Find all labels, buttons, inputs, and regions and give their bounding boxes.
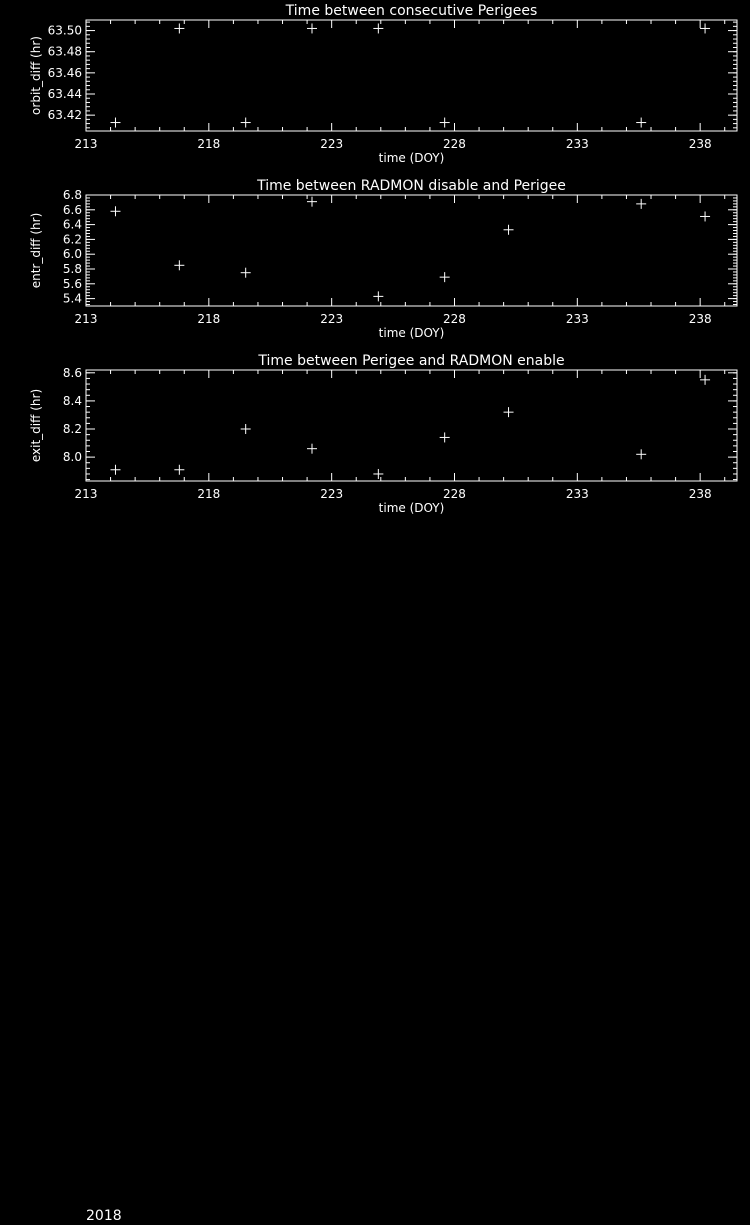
plot-frame [86,370,737,481]
data-point [373,469,383,479]
data-point [110,206,120,216]
y-axis-label: exit_diff (hr) [29,388,43,463]
chart-title: Time between consecutive Perigees [285,3,538,19]
x-tick-label: 233 [565,487,589,501]
data-point [636,449,646,459]
data-point [307,444,317,454]
y-tick-label: 63.46 [47,65,82,80]
data-point [174,260,184,270]
data-point [373,23,383,33]
x-tick-label: 228 [443,312,466,326]
x-tick-label: 213 [74,137,98,151]
x-tick-label: 238 [688,487,712,501]
plot-frame [86,195,737,306]
data-point [700,211,710,221]
x-tick-label: 218 [197,137,221,151]
year-label: 2018 [86,1208,122,1224]
y-tick-label: 8.4 [62,393,82,408]
x-tick-label: 238 [688,312,712,326]
data-point [504,407,514,417]
data-point [504,225,514,235]
chart-title: Time between RADMON disable and Perigee [257,178,566,194]
y-tick-label: 63.48 [47,44,82,59]
x-tick-label: 223 [320,312,344,326]
x-tick-label: 213 [74,312,98,326]
y-axis-label: entr_diff (hr) [29,212,43,289]
data-point [307,23,317,33]
y-tick-label: 6.0 [62,247,82,262]
x-tick-label: 223 [320,487,344,501]
x-tick-label: 213 [74,487,98,501]
data-point [636,118,646,128]
data-point [700,23,710,33]
data-point [110,465,120,475]
y-tick-label: 63.42 [47,108,82,123]
y-tick-label: 63.50 [47,23,82,38]
data-point [636,199,646,209]
x-axis-label: time (DOY) [378,151,445,165]
y-tick-label: 6.2 [62,232,82,247]
x-tick-label: 218 [197,312,221,326]
y-tick-label: 5.8 [62,262,82,276]
data-point [440,272,450,282]
y-tick-label: 5.6 [62,276,82,291]
data-point [241,424,251,434]
y-tick-label: 5.4 [62,291,82,306]
x-tick-label: 223 [320,137,344,151]
data-point [700,375,710,385]
y-tick-label: 6.8 [62,188,82,202]
data-point [241,118,251,128]
y-tick-label: 8.6 [62,365,82,380]
data-point [373,291,383,301]
y-axis-label: orbit_diff (hr) [29,36,43,115]
data-point [440,118,450,128]
plot-frame [86,20,737,131]
x-tick-label: 228 [443,137,466,151]
x-tick-label: 228 [443,487,466,501]
x-tick-label: 218 [197,487,221,501]
y-tick-label: 8.0 [62,450,82,465]
y-tick-label: 8.2 [62,422,82,437]
y-tick-label: 63.44 [47,87,82,101]
chart-title: Time between Perigee and RADMON enable [258,353,565,369]
data-point [241,268,251,278]
x-axis-label: time (DOY) [378,326,445,340]
data-point [174,465,184,475]
x-tick-label: 238 [688,137,712,151]
data-point [440,432,450,442]
data-point [307,197,317,207]
x-tick-label: 233 [565,312,589,326]
data-point [174,23,184,33]
data-point [110,118,120,128]
x-tick-label: 233 [565,137,589,151]
y-tick-label: 6.4 [62,217,82,232]
x-axis-label: time (DOY) [378,501,445,515]
y-tick-label: 6.6 [62,202,82,217]
